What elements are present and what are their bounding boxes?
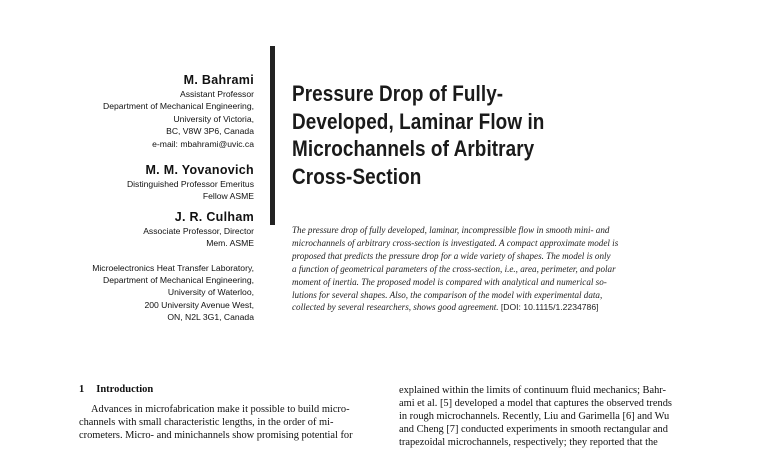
affiliation-line: Distinguished Professor Emeritus	[126, 179, 254, 190]
author-block-yovanovich	[90, 162, 254, 203]
section-number: 1	[79, 384, 85, 395]
abstract-last-line	[292, 301, 712, 314]
affiliation-line: 200 University Avenue West,	[144, 299, 254, 310]
author-block-culham	[90, 209, 254, 250]
affiliation-line: University of Victoria,	[173, 113, 254, 124]
title-line: Developed, Laminar Flow in	[292, 108, 545, 134]
body-column-left	[79, 403, 384, 442]
lab-affiliation	[90, 262, 254, 324]
body-line: trapezoidal microchannels, respectively; they reported that the	[399, 437, 658, 448]
paper-title	[292, 80, 622, 190]
body-line: explained within the limits of continuum fluid mechanics; Bahr-	[399, 385, 667, 396]
author-block-bahrami	[90, 72, 254, 150]
affiliation-line: Fellow ASME	[202, 191, 254, 202]
affiliation-line: University of Waterloo,	[167, 287, 254, 298]
body-line: in rough microchannels. Recently, Liu and Garimella [6] and Wu	[399, 411, 670, 422]
body-line: and Cheng [7] conducted experiments in smooth rectangular and	[399, 424, 668, 435]
author-name: M. Bahrami	[183, 73, 254, 87]
affiliation-line: Associate Professor, Director	[143, 225, 254, 236]
author-column	[90, 72, 254, 324]
title-line: Microchannels of Arbitrary	[292, 136, 535, 161]
author-email[interactable]: e-mail: mbahrami@uvic.ca	[152, 138, 254, 149]
affiliation-line: Mem. ASME	[206, 238, 254, 249]
abstract-line: collected by several researchers, shows good agreement.	[292, 302, 499, 313]
author-name: J. R. Culham	[174, 209, 254, 224]
section-title: Introduction	[96, 384, 154, 395]
abstract-line: The pressure drop of fully developed, laminar, incompressible flow in smooth mini- and	[292, 225, 610, 235]
affiliation-line: Microelectronics Heat Transfer Laboratory,	[92, 262, 254, 273]
body-column-right	[399, 384, 709, 449]
body-line: Advances in microfabrication make it possible to build micro-	[91, 404, 350, 415]
affiliation-line: ON, N2L 3G1, Canada	[167, 312, 254, 323]
abstract	[292, 224, 712, 314]
abstract-line: moment of inertia. The proposed model is compared with analytical and numerical so-	[292, 276, 607, 287]
abstract-line: a function of geometrical parameters of the cross-section, i.e., area, perimeter, and polar	[292, 263, 616, 274]
abstract-line: proposed that predicts the pressure drop for a wide variety of shapes. The model is only	[292, 250, 611, 261]
abstract-line: lutions for several shapes. Also, the comparison of the model with experimental data,	[292, 289, 603, 300]
abstract-line: microchannels of arbitrary cross-section is investigated. A compact approximate model is	[292, 237, 619, 248]
body-line: ami et al. [5] developed a model that captures the observed trends	[399, 398, 672, 409]
body-line: channels with small characteristic lengths, in the order of mi-	[79, 417, 334, 428]
title-line: Cross-Section	[292, 163, 422, 189]
author-name: M. M. Yovanovich	[145, 163, 254, 178]
affiliation-line: Department of Mechanical Engineering,	[103, 101, 254, 112]
doi-link[interactable]: [DOI: 10.1115/1.2234786]	[500, 302, 599, 313]
affiliation-line: BC, V8W 3P6, Canada	[166, 126, 254, 137]
section-heading	[79, 384, 153, 395]
affiliation-line: Assistant Professor	[179, 89, 254, 99]
body-line: crometers. Micro- and minichannels show promising potential for	[79, 430, 353, 441]
title-line: Pressure Drop of Fully-	[292, 81, 504, 106]
title-divider-bar	[270, 46, 275, 225]
affiliation-line: Department of Mechanical Engineering,	[103, 275, 254, 286]
